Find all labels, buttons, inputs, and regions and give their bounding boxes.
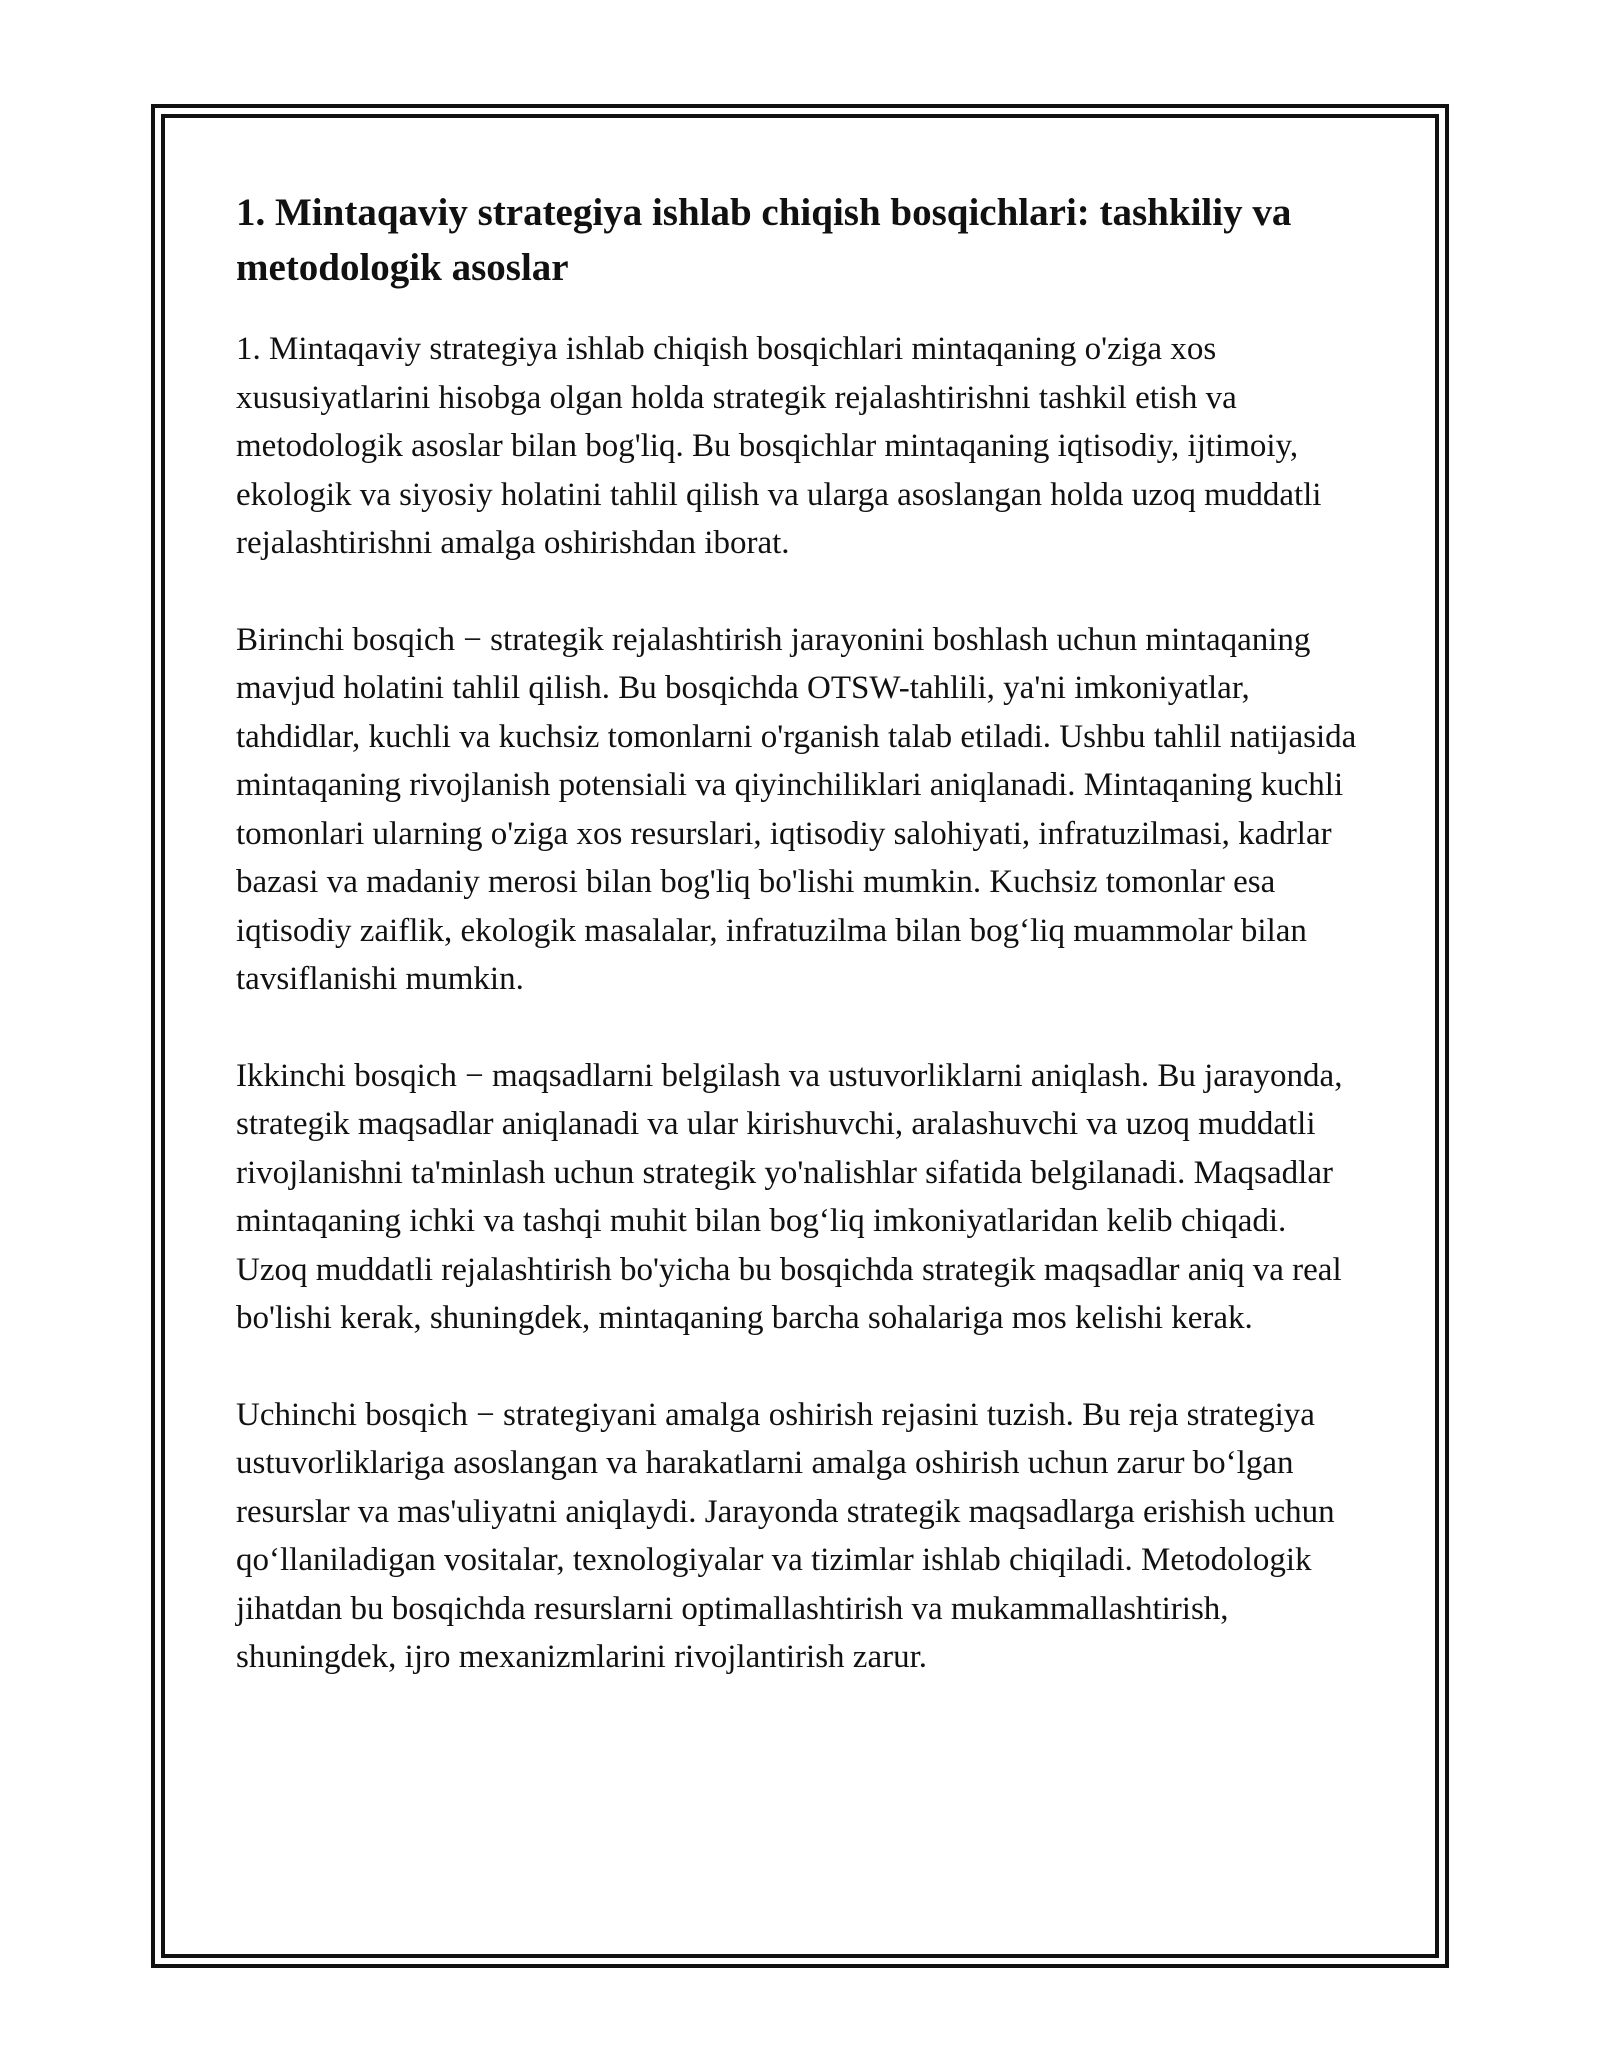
document-body bbox=[236, 185, 1364, 1730]
paragraph-stage-1: Birinchi bosqich − strategik rejalashtirish jarayonini boshlash uchun mintaqaning mavjud holatini tahlil qilish. Bu bosqichda OTSW-tahlili, ya'ni imkoniyatlar, tahdidlar, kuchli va kuchsiz tomonlarni o'rganish talab etiladi. Ushbu tahlil natijasida mintaqaning rivojlanish potensiali va qiyinchiliklari aniqlanadi. Mintaqaning kuchli tomonlari ularning o'ziga xos resurslari, iqtisodiy salohiyati, infratuzilmasi, kadrlar bazasi va madaniy merosi bilan bog'liq bo'lishi mumkin. Kuchsiz tomonlar esa iqtisodiy zaiflik, ekologik masalalar, infratuzilma bilan bog‘liq muammolar bilan tavsiflanishi mumkin. bbox=[236, 621, 1357, 997]
paragraph-intro: 1. Mintaqaviy strategiya ishlab chiqish bosqichlari mintaqaning o'ziga xos xususiyatlarini hisobga olgan holda strategik rejalashtirishni tashkil etish va metodologik asoslar bilan bog'liq. Bu bosqichlar mintaqaning iqtisodiy, ijtimoiy, ekologik va siyosiy holatini tahlil qilish va ularga asoslangan holda uzoq muddatli rejalashtirishni amalga oshirishdan iborat. bbox=[236, 331, 1322, 561]
paragraph-stage-3: Uchinchi bosqich − strategiyani amalga oshirish rejasini tuzish. Bu reja strategiya ustuvorliklariga asoslangan va harakatlarni amalga oshirish uchun zarur bo‘lgan resurslar va mas'uliyatni aniqlaydi. Jarayonda strategik maqsadlarga erishish uchun qo‘llaniladigan vositalar, texnologiyalar va tizimlar ishlab chiqiladi. Metodologik jihatdan bu bosqichda resurslarni optimallashtirish va mukammallashtirish, shuningdek, ijro mexanizmlarini rivojlantirish zarur. bbox=[236, 1396, 1335, 1675]
paragraph-stage-2: Ikkinchi bosqich − maqsadlarni belgilash va ustuvorliklarni aniqlash. Bu jarayonda, strategik maqsadlar aniqlanadi va ular kirishuvchi, aralashuvchi va uzoq muddatli rivojlanishni ta'minlash uchun strategik yo'nalishlar sifatida belgilanadi. Maqsadlar mintaqaning ichki va tashqi muhit bilan bog‘liq imkoniyatlaridan kelib chiqadi. Uzoq muddatli rejalashtirish bo'yicha bu bosqichda strategik maqsadlar aniq va real bo'lishi kerak, shuningdek, mintaqaning barcha sohalariga mos kelishi kerak. bbox=[236, 1057, 1343, 1336]
document-title: 1. Mintaqaviy strategiya ishlab chiqish bosqichlari: tashkiliy va metodologik asoslar bbox=[236, 191, 1292, 289]
